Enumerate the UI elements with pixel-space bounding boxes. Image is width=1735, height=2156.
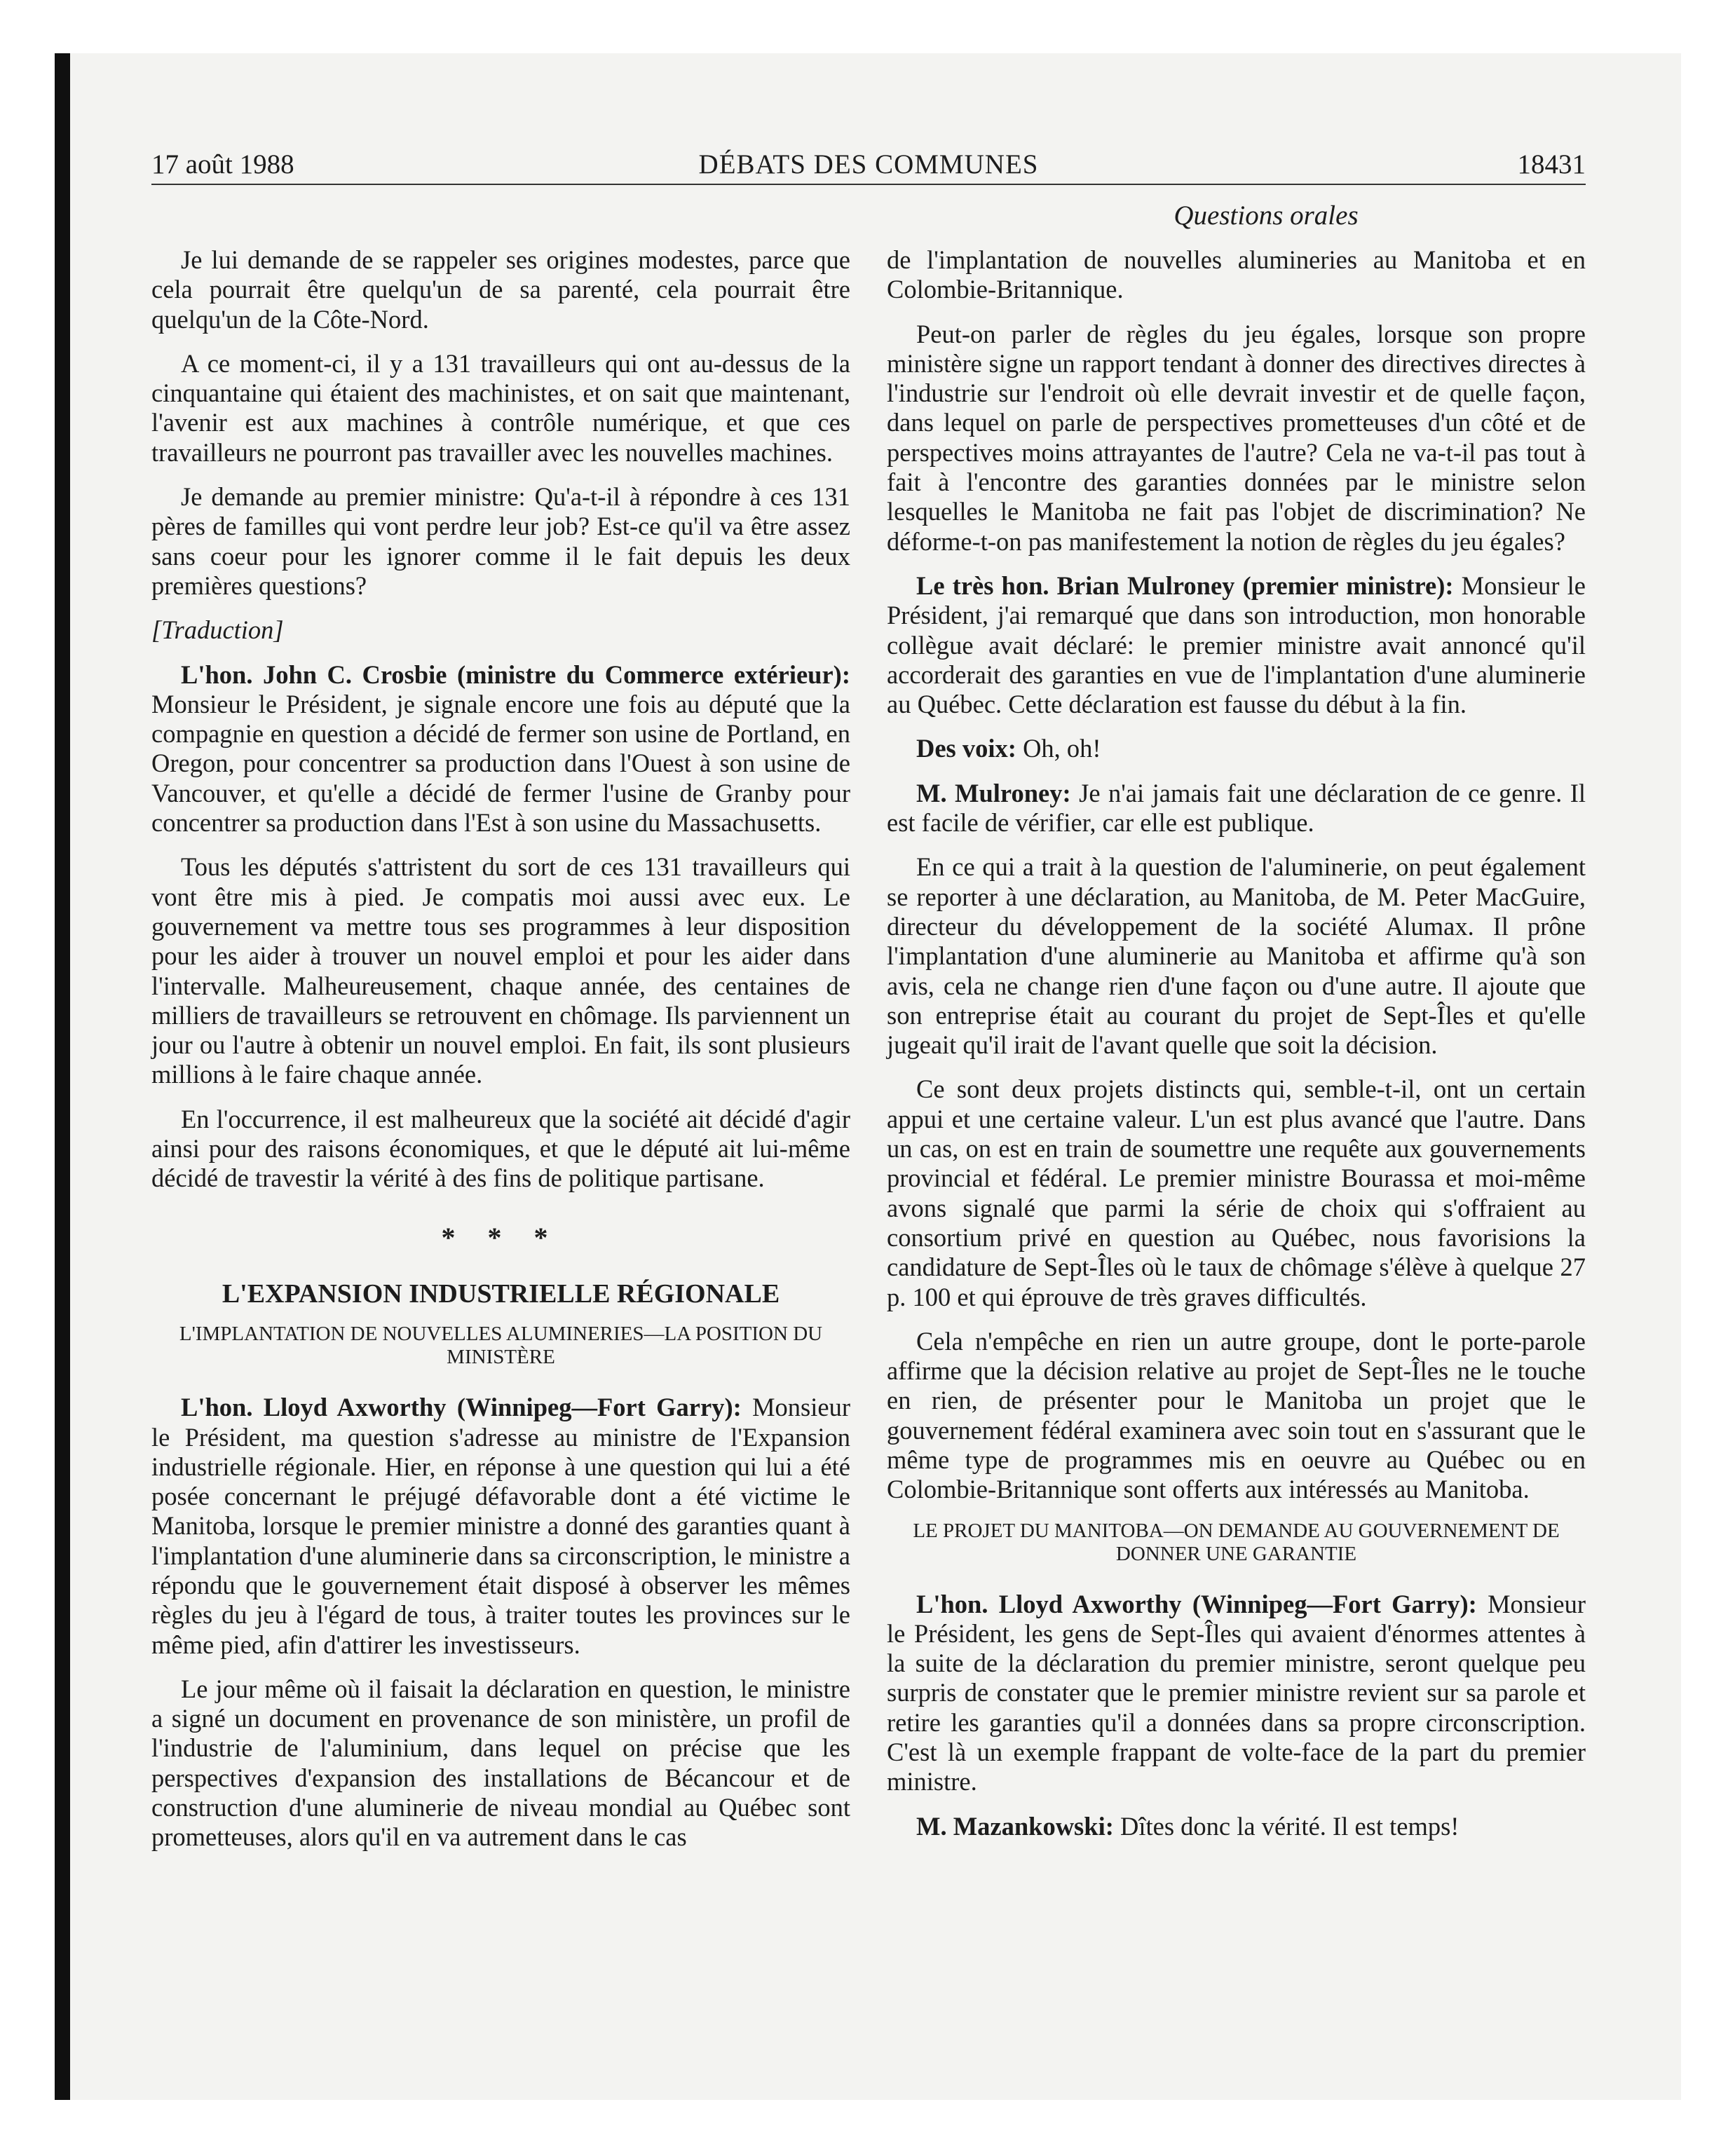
right-column bbox=[887, 245, 1586, 1856]
paragraph: En ce qui a trait à la question de l'aluminerie, on peut également se reporter à une déclaration, au Manitoba, de M. Peter MacGuire, directeur du développement de la société Alumax. Il prône l'implantation d'une aluminerie au Manitoba et affirme qu'à son avis, cela ne change rien d'une façon ou d'une autre. Il ajoute que son entreprise était au courant du projet de Sept-Îles et qu'elle jugeait qu'il irait de l'avant quelle que soit la décision. bbox=[887, 852, 1586, 1060]
speech-text: Monsieur le Président, ma question s'adresse au ministre de l'Expansion industrielle régionale. Hier, en réponse à une question qui lui a été posée concernant le préjugé défavorable dont a été victime le Manitoba, lorsque le premier ministre a donné des garanties quant à l'implantation d'une aluminerie dans sa circonscription, le ministre a répondu que le gouvernement était disposé à observer les mêmes règles du jeu à l'égard de tous, à traiter toutes les provinces sur le même pied, afin d'attirer les investisseurs. bbox=[151, 1393, 851, 1659]
subsection-heading: L'IMPLANTATION DE NOUVELLES ALUMINERIES—LA POSITION DU MINISTÈRE bbox=[179, 1323, 823, 1369]
paragraph: Ce sont deux projets distincts qui, semble-t-il, ont un certain appui et une certaine valeur. L'un est plus avancé que l'autre. Dans un cas, on est en train de soumettre une requête aux gouvernements provincial et fédéral. Le premier ministre Bourassa et moi-même avons signalé que parmi la série de choix qui s'offraient au consortium privé en question au Québec, nous favorisions la candidature de Sept-Îles où le taux de chômage s'élève à quelque 27 p. 100 et qui éprouve de très graves difficultés. bbox=[887, 1074, 1586, 1311]
translation-note: [Traduction] bbox=[151, 615, 284, 645]
header-rule bbox=[151, 184, 1586, 185]
speaker-name: L'hon. Lloyd Axworthy (Winnipeg—Fort Garry): bbox=[916, 1589, 1477, 1618]
header-date: 17 août 1988 bbox=[151, 149, 294, 179]
running-header bbox=[151, 149, 1586, 185]
speaker-name: M. Mazankowski: bbox=[916, 1811, 1114, 1841]
paragraph: Cela n'empêche en rien un autre groupe, dont le porte-parole affirme que la décision relative au projet de Sept-Îles ne le touche en rien, de présenter pour le Manitoba un projet que le gouvernement fédéral examinera avec soin tout en s'assurant que le même type de programmes mis en oeuvre au Québec ou en Colombie-Britannique sont offerts aux intéressés au Manitoba. bbox=[887, 1326, 1586, 1504]
speech-paragraph bbox=[887, 571, 1586, 719]
speech-paragraph bbox=[887, 779, 1586, 838]
speech-text: Dîtes donc la vérité. Il est temps! bbox=[1113, 1811, 1460, 1841]
speaker-name: Des voix: bbox=[916, 734, 1016, 763]
speech-text: Oh, oh! bbox=[1016, 734, 1101, 763]
subsection-heading: LE PROJET DU MANITOBA—ON DEMANDE AU GOUVERNEMENT DE DONNER UNE GARANTIE bbox=[913, 1519, 1560, 1565]
page-number: 18431 bbox=[1517, 149, 1586, 179]
section-running-title: Questions orales bbox=[1173, 200, 1359, 231]
speech-text: Monsieur le Président, les gens de Sept-Îles qui avaient d'énormes attentes à la suite de la déclaration du premier ministre, seront quelque peu surpris de constater que le premier ministre revient sur sa parole et retire les garanties qu'il a données dans sa propre circonscription. C'est là un exemple frappant de volte-face de la part du premier ministre. bbox=[887, 1589, 1586, 1796]
speaker-name: M. Mulroney: bbox=[916, 778, 1071, 807]
speech-text: Monsieur le Président, j'ai remarqué que dans son introduction, mon honorable collègue avait déclaré: le premier ministre avait annoncé qu'il accorderait des garanties en vue de l'implantation d'une aluminerie au Québec. Cette déclaration est fausse du début à la fin. bbox=[887, 571, 1586, 719]
speech-paragraph bbox=[151, 660, 850, 838]
publication-title: DÉBATS DES COMMUNES bbox=[698, 149, 1039, 179]
left-column bbox=[151, 245, 850, 1867]
paragraph: Tous les députés s'attristent du sort de ces 131 travailleurs qui vont être mis à pied. Je compatis moi aussi avec eux. Le gouvernement va mettre tous ses programmes à leur disposition pour les aider à trouver un nouvel emploi et pour les aider dans l'intervalle. Malheureusement, chaque année, des centaines de milliers de travailleurs se retrouvent en chômage. Ils parviennent un jour ou l'autre à obtenir un nouvel emploi. En fait, ils sont plusieurs millions à le faire chaque année. bbox=[151, 852, 850, 1089]
paragraph: A ce moment-ci, il y a 131 travailleurs qui ont au-dessus de la cinquantaine qui étaient des machinistes, et on sait que maintenant, l'avenir est aux machines à contrôle numérique, et que ces travailleurs ne pourront pas travailler avec les nouvelles machines. bbox=[151, 348, 850, 467]
paragraph: Je demande au premier ministre: Qu'a-t-il à répondre à ces 131 pères de familles qui vont perdre leur job? Est-ce qu'il va être assez sans coeur pour les ignorer comme il le fait depuis les deux premières questions? bbox=[151, 482, 850, 600]
paragraph: Peut-on parler de règles du jeu égales, lorsque son propre ministère signe un rapport tendant à donner des directives directes à l'industrie sur l'endroit où elle devrait investir et de quelle façon, dans lequel on parle de perspectives prometteuses d'un côté et de perspectives moins attrayantes de l'autre? Cela ne va-t-il pas tout à fait à l'encontre des garanties données par le ministre selon lesquelles le Manitoba ne fait pas l'objet de discrimination? Ne déforme-t-on pas manifestement la notion de règles du jeu égales? bbox=[887, 319, 1586, 556]
paragraph: Je lui demande de se rappeler ses origines modestes, parce que cela pourrait être quelqu'un de sa parenté, cela pourrait être quelqu'un de la Côte-Nord. bbox=[151, 245, 850, 334]
speech-paragraph bbox=[887, 734, 1586, 763]
speech-paragraph bbox=[887, 1590, 1586, 1797]
speech-paragraph bbox=[887, 1812, 1586, 1841]
section-separator: * * * bbox=[441, 1221, 561, 1253]
speaker-name: L'hon. John C. Crosbie (ministre du Commerce extérieur): bbox=[181, 660, 850, 689]
paragraph: En l'occurrence, il est malheureux que la société ait décidé d'agir ainsi pour des raisons économiques, et que le député ait lui-même décidé de travestir la vérité à des fins de politique partisane. bbox=[151, 1104, 850, 1193]
speaker-name: L'hon. Lloyd Axworthy (Winnipeg—Fort Garry): bbox=[181, 1393, 742, 1422]
speaker-name: Le très hon. Brian Mulroney (premier ministre): bbox=[916, 571, 1454, 600]
speech-text: Monsieur le Président, je signale encore une fois au député que la compagnie en question a décidé de fermer son usine de Portland, en Oregon, pour concentrer sa production dans l'Ouest à son usine de Vancouver, et qu'elle a décidé de fermer l'usine de Granby pour concentrer sa production dans l'Est à son usine du Massachusetts. bbox=[151, 689, 850, 838]
section-heading: L'EXPANSION INDUSTRIELLE RÉGIONALE bbox=[222, 1278, 780, 1309]
speech-text: Je n'ai jamais fait une déclaration de ce genre. Il est facile de vérifier, car elle est publique. bbox=[887, 778, 1586, 838]
paragraph: Le jour même où il faisait la déclaration en question, le ministre a signé un document en provenance de son ministère, un profil de l'industrie de l'aluminium, dans lequel on précise que les perspectives d'expansion des installations de Bécancour et de construction d'une aluminerie de niveau mondial au Québec sont prometteuses, alors qu'il en va autrement dans le cas bbox=[151, 1674, 850, 1852]
speech-paragraph bbox=[151, 1393, 850, 1660]
paragraph-continued: de l'implantation de nouvelles alumineries au Manitoba et en Colombie-Britannique. bbox=[887, 245, 1586, 304]
